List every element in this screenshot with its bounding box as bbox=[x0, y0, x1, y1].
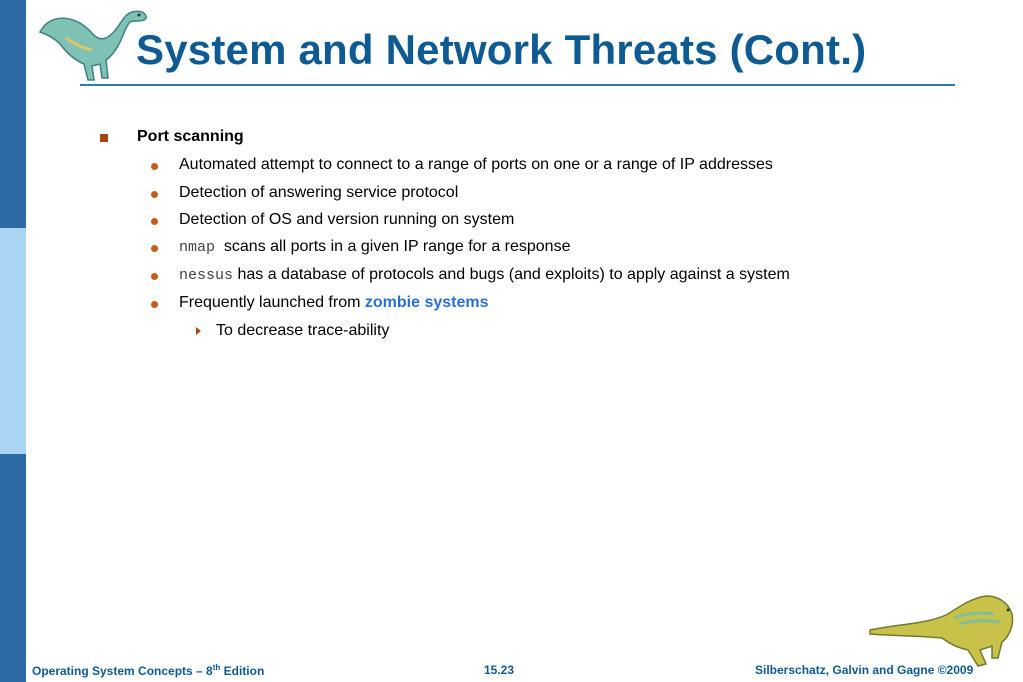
bullet-detection-os: Detection of OS and version running on system bbox=[179, 211, 515, 228]
arrow-bullet-icon bbox=[196, 327, 201, 335]
bullet-frequently-launched bbox=[179, 294, 489, 312]
dot-bullet-icon bbox=[151, 245, 158, 252]
dot-bullet-icon bbox=[151, 163, 158, 170]
footer-edition-sup: th bbox=[212, 663, 221, 672]
dot-bullet-icon bbox=[151, 273, 158, 280]
nmap-description: scans all ports in a given IP range for a response bbox=[223, 238, 571, 255]
footer-edition-text: Edition bbox=[220, 664, 265, 678]
zombie-systems-link[interactable]: zombie systems bbox=[364, 294, 489, 311]
bullet-nessus bbox=[179, 266, 790, 284]
dot-bullet-icon bbox=[151, 301, 158, 308]
footer-book-title bbox=[32, 663, 264, 678]
bullet-trace-ability: To decrease trace-ability bbox=[216, 322, 390, 339]
nessus-description: has a database of protocols and bugs (and exploits) to apply against a system bbox=[237, 266, 790, 283]
title-divider bbox=[80, 84, 955, 86]
footer-book-title-text: Operating System Concepts – 8 bbox=[32, 664, 213, 678]
launched-prefix: Frequently launched from bbox=[179, 294, 361, 311]
footer-page-number: 15.23 bbox=[484, 663, 515, 677]
dot-bullet-icon bbox=[151, 191, 158, 198]
bullet-nmap bbox=[179, 238, 570, 256]
nessus-command: nessus bbox=[179, 267, 234, 284]
square-bullet-icon bbox=[100, 134, 108, 142]
nmap-command: nmap bbox=[179, 239, 216, 256]
sidebar-band-middle bbox=[0, 228, 26, 454]
bullet-automated-attempt: Automated attempt to connect to a range of ports on one or a range of IP addresses bbox=[179, 156, 773, 173]
dot-bullet-icon bbox=[151, 218, 158, 225]
bullet-detection-service: Detection of answering service protocol bbox=[179, 184, 459, 201]
sidebar-band-bottom bbox=[0, 454, 26, 682]
sidebar-band-top bbox=[0, 0, 26, 228]
footer-authors: Silberschatz, Galvin and Gagne ©2009 bbox=[755, 663, 974, 677]
slide-title: System and Network Threats (Cont.) bbox=[136, 26, 867, 73]
sidebar-band bbox=[0, 0, 26, 682]
bullet-port-scanning: Port scanning bbox=[137, 128, 244, 145]
